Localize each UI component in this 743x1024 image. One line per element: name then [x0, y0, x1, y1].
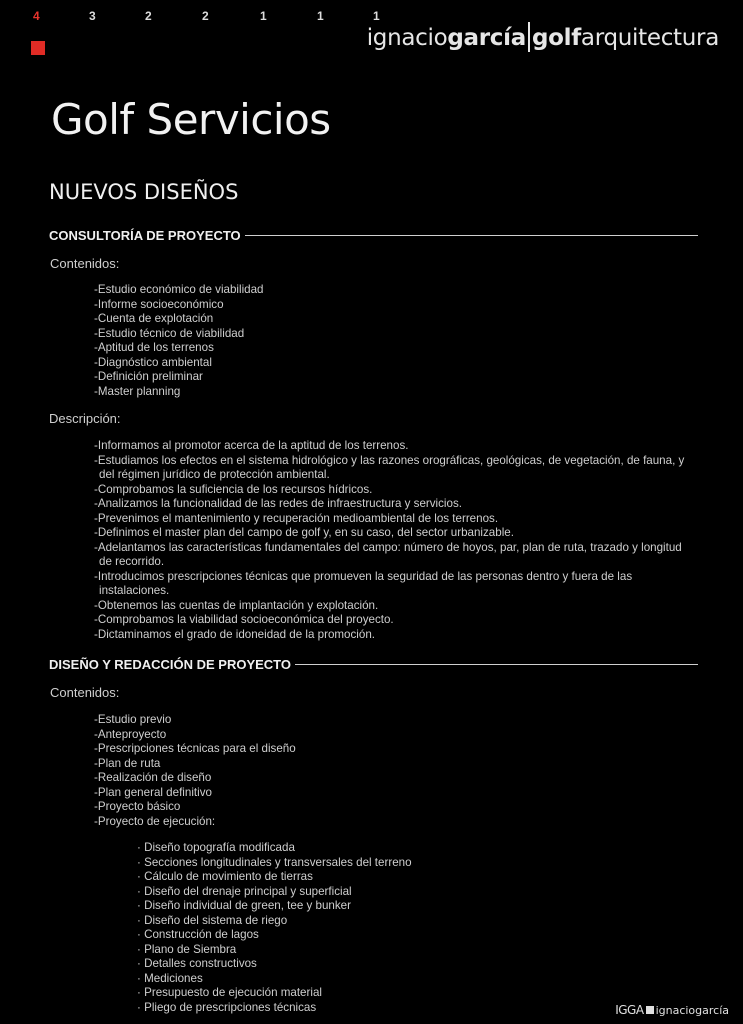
nav-number[interactable]: 1	[317, 9, 324, 23]
list-item: -Prescripciones técnicas para el diseño	[94, 742, 296, 755]
footer-logo	[615, 1003, 729, 1017]
description-label: Descripción:	[49, 411, 121, 426]
logo-separator	[528, 22, 530, 52]
list-item: · Secciones longitudinales y transversales del terreno	[137, 856, 412, 871]
nav-number[interactable]: 2	[202, 9, 209, 23]
section-rule	[295, 664, 698, 665]
list-item: -Comprobamos la suficiencia de los recursos hídricos.	[94, 482, 373, 496]
nav-number[interactable]: 2	[145, 9, 152, 23]
list-item: -Plan general definitivo	[94, 785, 212, 799]
consultoria-contents-list	[94, 283, 264, 399]
list-item: · Plano de Siembra	[137, 943, 412, 958]
list-item: -Prevenimos el mantenimiento y recuperación medioambiental de los terrenos.	[94, 511, 499, 525]
contents-label: Contenidos:	[50, 256, 120, 271]
diseno-contents-list	[94, 713, 296, 829]
logo-text-golf: golf	[531, 25, 581, 51]
list-item: -Definición preliminar	[94, 370, 203, 383]
nav-number[interactable]: 1	[260, 9, 267, 23]
list-item: · Mediciones	[137, 972, 412, 987]
logo-text-ignacio: ignacio	[366, 25, 448, 51]
list-item: -Definimos el master plan del campo de golf y, en su caso, del sector urbanizable.	[94, 526, 514, 539]
logo-text-arquitectura: arquitectura	[580, 25, 719, 51]
footer-logo-square	[646, 1006, 654, 1014]
list-item: -Estudio técnico de viabilidad	[94, 326, 245, 340]
list-item: -Realización de diseño	[94, 771, 212, 784]
list-item: -Aptitud de los terrenos	[94, 341, 214, 354]
page-title: Golf Servicios	[51, 95, 331, 144]
list-item: -Anteproyecto	[94, 727, 167, 741]
contents-label: Contenidos:	[50, 685, 120, 700]
list-item: -Estudio previo	[94, 713, 172, 726]
nav-number[interactable]: 1	[373, 9, 380, 23]
list-item: · Detalles constructivos	[137, 957, 412, 972]
section-title: CONSULTORÍA DE PROYECTO	[49, 227, 241, 243]
list-item: · Presupuesto de ejecución material	[137, 986, 412, 1001]
list-item: -Estudiamos los efectos en el sistema hidrológico y las razones orográficas, geológicas, de vegetación, de fauna, y del régimen jurídico de protección ambiental.	[94, 453, 685, 481]
brand-logo	[367, 22, 719, 52]
list-item: -Introducimos prescripciones técnicas que promueven la seguridad de las personas dentro y fuera de las instalaciones.	[94, 569, 633, 597]
page-indicator-square	[31, 41, 45, 55]
nav-number[interactable]: 3	[89, 9, 96, 23]
list-item: -Proyecto básico	[94, 800, 181, 813]
list-item: -Dictaminamos el grado de idoneidad de la promoción.	[94, 627, 375, 641]
list-item: · Diseño topografía modificada	[137, 841, 412, 856]
list-item: -Adelantamos las características fundamentales del campo: número de hoyos, par, plan de ruta, trazado y longitud de recorrido.	[94, 540, 682, 568]
list-item: -Cuenta de explotación	[94, 312, 214, 325]
list-item: -Estudio económico de viabilidad	[94, 283, 264, 296]
nav-number-active[interactable]: 4	[33, 9, 40, 23]
list-item: -Obtenemos las cuentas de implantación y explotación.	[94, 598, 379, 612]
section-title: DISEÑO Y REDACCIÓN DE PROYECTO	[49, 656, 291, 672]
footer-logo-name: ignaciogarcía	[655, 1003, 729, 1017]
footer-logo-mark: IGGA	[615, 1003, 644, 1017]
list-item: · Diseño del drenaje principal y superficial	[137, 885, 412, 900]
list-item: -Informe socioeconómico	[94, 297, 224, 311]
list-item: -Analizamos la funcionalidad de las redes de infraestructura y servicios.	[94, 497, 462, 510]
list-item: · Diseño individual de green, tee y bunker	[137, 899, 412, 914]
list-item: -Informamos al promotor acerca de la aptitud de los terrenos.	[94, 439, 409, 452]
list-item: · Cálculo de movimiento de tierras	[137, 870, 412, 885]
list-item: · Construcción de lagos	[137, 928, 412, 943]
list-item: -Comprobamos la viabilidad socioeconómica del proyecto.	[94, 613, 394, 626]
list-item: -Proyecto de ejecución:	[94, 814, 216, 828]
list-item: -Plan de ruta	[94, 756, 161, 770]
list-item: -Master planning	[94, 384, 181, 398]
consultoria-description-list	[94, 439, 694, 642]
execution-items-list	[137, 841, 412, 1015]
section-heading-consultoria	[49, 227, 698, 243]
page-subtitle: NUEVOS DISEÑOS	[49, 180, 239, 204]
logo-text-garcia: garcía	[447, 25, 526, 51]
section-heading-diseno	[49, 656, 698, 672]
list-item: · Pliego de prescripciones técnicas	[137, 1001, 412, 1016]
list-item: -Diagnóstico ambiental	[94, 355, 212, 369]
section-rule	[245, 235, 698, 236]
list-item: · Diseño del sistema de riego	[137, 914, 412, 929]
